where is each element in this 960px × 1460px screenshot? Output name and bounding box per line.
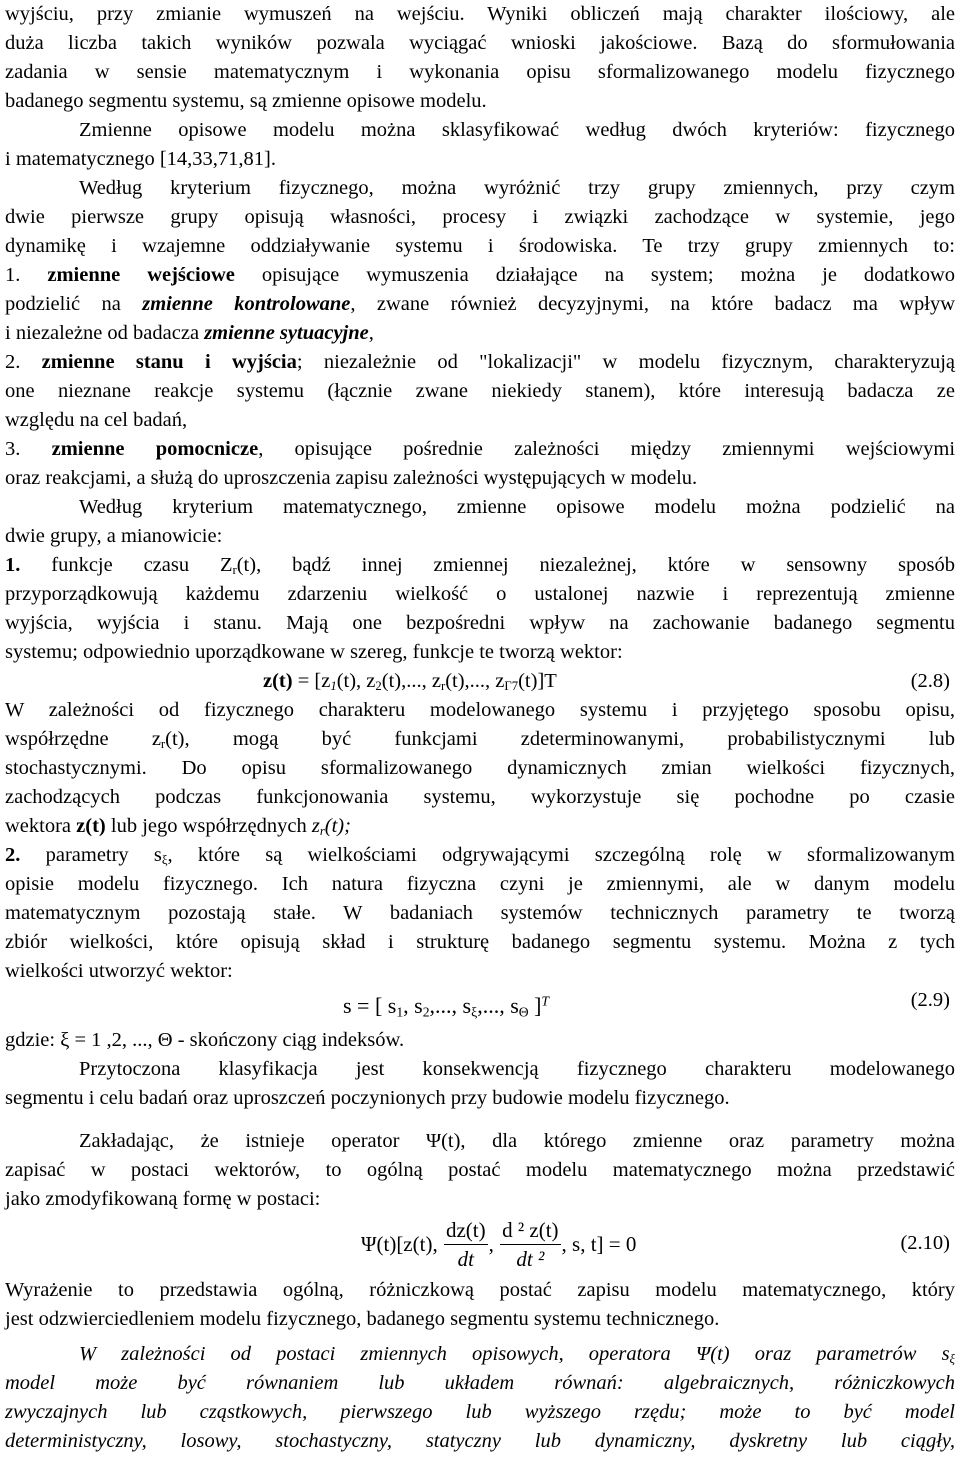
- list-item-parameters: 2. parametry $s_\xi$, które są wielkościami odgrywającymi szczególną rolę w sformalizowanym: [5, 844, 955, 868]
- text-line: i matematycznego [14,33,71,81].: [5, 148, 276, 170]
- text-line: współrzędne $z_r(t)$, mogą być funkcjami zdeterminowanymi, probabilistycznymi lub: [5, 728, 956, 752]
- list-item-2: 2. zmienne stanu i wyjścia; niezależnie od "lokalizacji" w modelu fizycznym, charakteryzują: [5, 351, 956, 373]
- text-line: Według kryterium fizycznego, można wyróżnić trzy grupy zmiennych, przy czym: [79, 177, 955, 199]
- text-line: zbiór wielkości, które opisują skład i strukturę badanego segmentu systemu. Można z tych: [5, 931, 955, 953]
- text-line: stochastycznymi. Do opisu sformalizowanego dynamicznych zmian wielkości fizycznych,: [5, 757, 955, 779]
- equation-2-10: Ψ(t)[z(t), $\frac{dz(t)}{dt}$ , $\frac{\text{d ² z(t)}}{\text{dt ²}}$ , s, t] = 0 (2.10): [361, 1218, 950, 1271]
- text-line: dwie grupy, a mianowicie:: [5, 525, 223, 547]
- text-line: zachodzących podczas funkcjonowania systemu, wykorzystuje się pochodne po czasie: [5, 786, 955, 808]
- text-line: wyjściu, przy zmianie wymuszeń na wejściu. Wyniki obliczeń mają charakter ilościowy, ale: [5, 3, 955, 25]
- text-line: zadania w sensie matematycznym i wykonania opisu sformalizowanego modelu fizycznego: [5, 61, 955, 83]
- fraction-first-derivative: $\frac{dz(t)}{dt}$: [445, 1218, 486, 1271]
- text-line: systemu; odpowiednio uporządkowane w szereg, funkcje te tworzą wektor:: [5, 641, 623, 663]
- text-line: segmentu i celu badań oraz uproszczeń poczynionych przy budowie modelu fizycznego.: [5, 1087, 730, 1109]
- list-item-1: 1. zmienne wejściowe opisujące wymuszenia działające na system; można je dodatkowo: [5, 264, 956, 286]
- text-line: jako zmodyfikowaną formę w postaci:: [5, 1188, 321, 1210]
- text-line: one nieznane reakcje systemu (łącznie zwane niekiedy stanem), które interesują badacza ze: [5, 380, 955, 402]
- text-line: model może być równaniem lub układem równań: algebraicznych, różniczkowych: [5, 1372, 955, 1394]
- equation-number: (2.9): [910, 989, 950, 1011]
- text-line: W zależności od postaci zmiennych opisowych, operatora Ψ(t) oraz parametrów $s_\xi$: [79, 1343, 955, 1367]
- text-line: przyporządkowują każdemu zdarzeniu wielkość o ustalonej nazwie i reprezentują zmienne: [5, 583, 955, 605]
- text-line: i niezależne od badacza zmienne sytuacyjne,: [5, 322, 374, 344]
- text-line: deterministyczny, losowy, stochastyczny, statyczny lub dynamiczny, dyskretny lub ciągły,: [5, 1430, 955, 1452]
- text-line: oraz reakcjami, a służą do uproszczenia zapisu zależności występujących w modelu.: [5, 467, 698, 489]
- text-line: zwyczajnych lub cząstkowych, pierwszego lub wyższego rzędu; może to być model: [5, 1401, 955, 1423]
- text-line: Zakładając, że istnieje operator Ψ(t), dla którego zmienne oraz parametry można: [79, 1130, 955, 1152]
- text-line: jest odzwierciedleniem modelu fizycznego, badanego segmentu systemu technicznego.: [5, 1308, 720, 1330]
- text-line: opisie modelu fizycznego. Ich natura fizyczna czyni je zmiennymi, ale w danym modelu: [5, 873, 955, 895]
- text-line: Wyrażenie to przedstawia ogólną, różniczkową postać zapisu modelu matematycznego, który: [5, 1279, 955, 1301]
- text-line: duża liczba takich wyników pozwala wyciągać wnioski jakościowe. Bazą do sformułowania: [5, 32, 955, 54]
- equation-number: (2.10): [900, 1232, 950, 1254]
- list-item-3: 3. zmienne pomocnicze, opisujące pośrednie zależności między zmiennymi wejściowymi: [5, 438, 956, 460]
- text-line: W zależności od fizycznego charakteru modelowanego systemu i przyjętego sposobu opisu,: [5, 699, 955, 721]
- text-line: podzielić na zmienne kontrolowane, zwane również decyzyjnymi, na które badacz ma wpływ: [5, 293, 956, 315]
- text-line: Przytoczona klasyfikacja jest konsekwencją fizycznego charakteru modelowanego: [79, 1058, 955, 1080]
- text-line: matematycznym pozostają stałe. W badaniach systemów technicznych parametry te tworzą: [5, 902, 955, 924]
- list-item-functions: 1. funkcje czasu $Z_r(t)$, bądź innej zmiennej niezależnej, które w sensowny sposób: [5, 554, 955, 578]
- text-line: wektora z(t) lub jego współrzędnych $z_r(t)$;: [5, 815, 351, 839]
- text-line: gdzie: ξ = 1 ,2, ..., Θ - skończony ciąg indeksów.: [5, 1029, 405, 1051]
- fraction-second-derivative: $\frac{\text{d ² z(t)}}{\text{dt ²}}$: [502, 1218, 559, 1271]
- text-line: względu na cel badań,: [5, 409, 188, 431]
- text-line: wielkości utworzyć wektor:: [5, 960, 233, 982]
- equation-2-8: $z(t) = [z_1(t)$, $z_2(t)$,..., $z_r(t)$,..., $z_{\Gamma 7}(t)]T$ (2.8): [5, 667, 955, 696]
- equation-2-9: s = [ $s_1$, $s_2$,..., $s_\xi$,..., $s_\Theta$ ]$^T$ (2.9): [5, 986, 955, 1026]
- text-line: Według kryterium matematycznego, zmienne opisowe modelu można podzielić na: [79, 496, 955, 518]
- equation-number: (2.8): [910, 670, 950, 692]
- text-line: Zmienne opisowe modelu można sklasyfikować według dwóch kryteriów: fizycznego: [79, 119, 955, 141]
- text-line: dynamikę i wzajemne oddziaływanie systemu i środowiska. Te trzy grupy zmiennych to:: [5, 235, 955, 257]
- text-line: zapisać w postaci wektorów, to ogólną postać modelu matematycznego można przedstawić: [5, 1159, 955, 1181]
- text-line: wyjścia, wyjścia i stanu. Mają one bezpośredni wpływ na zachowanie badanego segmentu: [5, 612, 955, 634]
- text-line: badanego segmentu systemu, są zmienne opisowe modelu.: [5, 90, 487, 112]
- text-line: dwie pierwsze grupy opisują własności, procesy i związki zachodzące w systemie, jego: [5, 206, 955, 228]
